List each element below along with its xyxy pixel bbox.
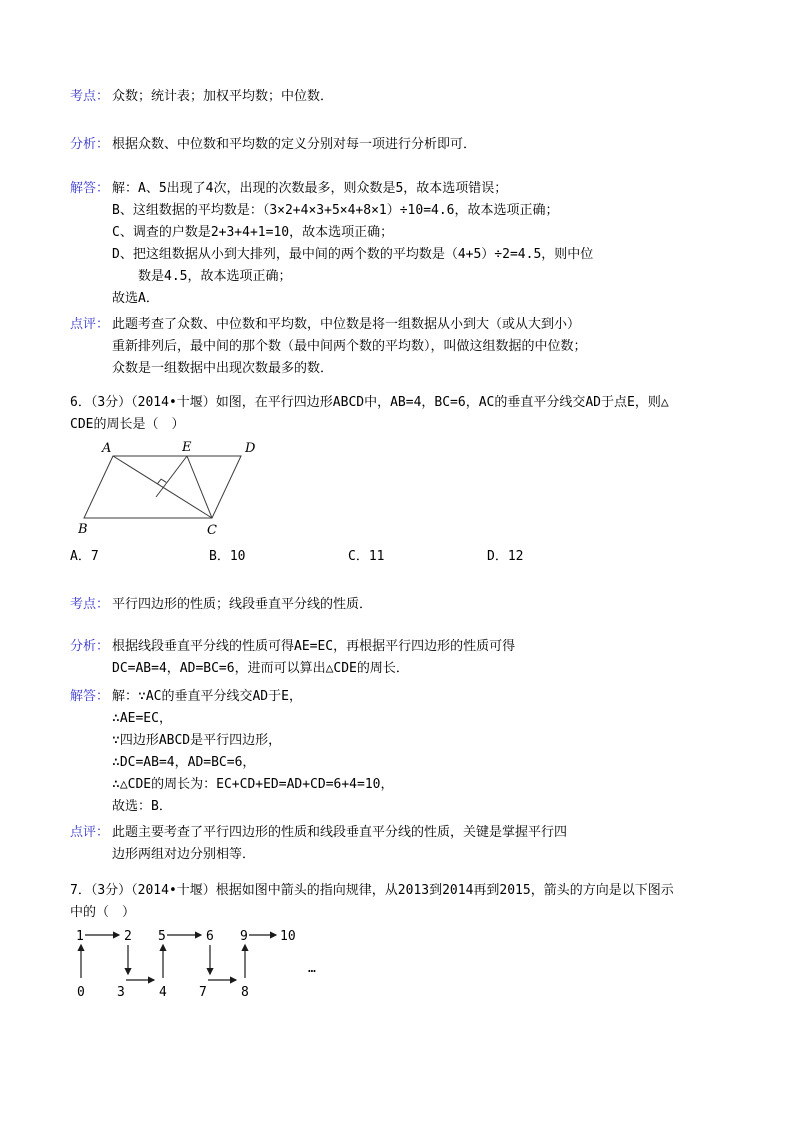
comment-line: 重新排列后，最中间的那个数（最中间两个数的平均数），叫做这组数据的中位数； [112, 339, 587, 354]
figure-ellipsis: … [308, 961, 316, 976]
comment-line: 此题考查了众数、中位数和平均数，中位数是将一组数据从小到大（或从大到小） [112, 317, 581, 332]
comment-line: 边形两组对边分别相等． [112, 847, 256, 862]
solution-line: ∵四边形ABCD是平行四边形， [112, 733, 282, 748]
q5-dianping-block [70, 314, 758, 380]
vertex-label-E: E [182, 440, 192, 455]
option-c: C．11 [348, 549, 385, 564]
figure-number-1: 1 [76, 929, 84, 944]
arrow-pattern-svg [70, 926, 350, 1006]
figure-number-0: 0 [77, 985, 85, 1000]
q7-title-line: 中的（ ） [70, 905, 136, 920]
parallelogram-figure [78, 440, 758, 540]
q5-fenxi-block [70, 134, 758, 156]
solution-line: ∴DC=AB=4，AD=BC=6， [112, 755, 256, 770]
solution-answer: 故选：B． [112, 799, 172, 814]
figure-number-8: 8 [241, 985, 249, 1000]
solution-answer: 故选A． [112, 291, 159, 306]
solution-line: ∴AE=EC， [112, 711, 172, 726]
q7-title-line: 7．（3分）（2014•十堰）根据如图中箭头的指向规律，从2013到2014再到2015，箭头的方向是以下图示 [70, 883, 674, 898]
analysis-line: 根据线段垂直平分线的性质可得AE=EC，再根据平行四边形的性质可得 [112, 639, 516, 654]
perpendicular-bisector [156, 456, 187, 497]
q6-title [70, 392, 758, 436]
jieda-label: 解答： [70, 181, 110, 196]
option-b: B．10 [209, 549, 246, 564]
solution-line: D、把这组数据从小到大排列，最中间的两个数的平均数是（4+5）÷2=4.5，则中位 [112, 247, 594, 262]
q6-jieda-block [70, 686, 758, 818]
q6-fenxi-block [70, 636, 758, 680]
kaodian-text: 平行四边形的性质；线段垂直平分线的性质． [112, 597, 373, 612]
q5-jieda-block [70, 178, 758, 310]
kaodian-label: 考点： [70, 89, 110, 104]
fenxi-label: 分析： [70, 639, 110, 654]
q7-title [70, 880, 758, 924]
jieda-label: 解答： [70, 689, 110, 704]
comment-line: 众数是一组数据中出现次数最多的数． [112, 361, 334, 376]
solution-line: 解：A、5出现了4次，出现的次数最多，则众数是5，故本选项错误； [112, 181, 508, 196]
q6-dianping-block [70, 822, 758, 866]
comment-line: 此题主要考查了平行四边形的性质和线段垂直平分线的性质，关键是掌握平行四 [112, 825, 568, 840]
q6-kaodian-block [70, 594, 758, 616]
solution-line: ∴△CDE的周长为：EC+CD+ED=AD+CD=6+4=10， [112, 777, 394, 792]
vertex-label-C: C [207, 523, 217, 538]
solution-line: 解：∵AC的垂直平分线交AD于E， [112, 689, 302, 704]
figure-number-2: 2 [124, 929, 132, 944]
figure-number-3: 3 [117, 985, 125, 1000]
q6-title-line: CDE的周长是（ ） [70, 417, 185, 432]
vertex-label-A: A [102, 441, 112, 456]
arrow-pattern-figure [70, 926, 758, 1006]
dianping-label: 点评： [70, 825, 110, 840]
vertex-label-B: B [78, 522, 88, 537]
analysis-line: DC=AB=4，AD=BC=6，进而可以算出△CDE的周长． [112, 661, 409, 676]
figure-number-10: 10 [280, 929, 296, 944]
diagonal-AC [113, 456, 212, 518]
solution-line: 数是4.5，故本选项正确； [138, 269, 292, 284]
fenxi-text: 根据众数、中位数和平均数的定义分别对每一项进行分析即可． [112, 137, 477, 152]
option-a: A．7 [70, 549, 99, 564]
figure-number-5: 5 [158, 929, 166, 944]
segment-EC [187, 456, 212, 518]
fenxi-label: 分析： [70, 137, 110, 152]
figure-number-6: 6 [206, 929, 214, 944]
right-angle-mark [157, 479, 166, 484]
solution-line: B、这组数据的平均数是：（3×2+4×3+5×4+8×1）÷10=4.6，故本选项正确； [112, 203, 559, 218]
figure-number-7: 7 [199, 985, 207, 1000]
kaodian-label: 考点： [70, 597, 110, 612]
dianping-label: 点评： [70, 317, 110, 332]
solution-line: C、调查的户数是2+3+4+1=10，故本选项正确； [112, 225, 394, 240]
figure-number-9: 9 [240, 929, 248, 944]
option-d: D．12 [487, 549, 524, 564]
parallelogram-svg [78, 440, 263, 540]
vertex-label-D: D [245, 441, 256, 456]
kaodian-text: 众数；统计表；加权平均数；中位数． [112, 89, 334, 104]
figure-number-4: 4 [159, 985, 167, 1000]
q5-kaodian-block [70, 86, 758, 108]
q6-options [70, 546, 758, 568]
q6-title-line: 6．（3分）（2014•十堰）如图，在平行四边形ABCD中，AB=4，BC=6，AC的垂直平分线交AD于点E，则△ [70, 395, 669, 410]
